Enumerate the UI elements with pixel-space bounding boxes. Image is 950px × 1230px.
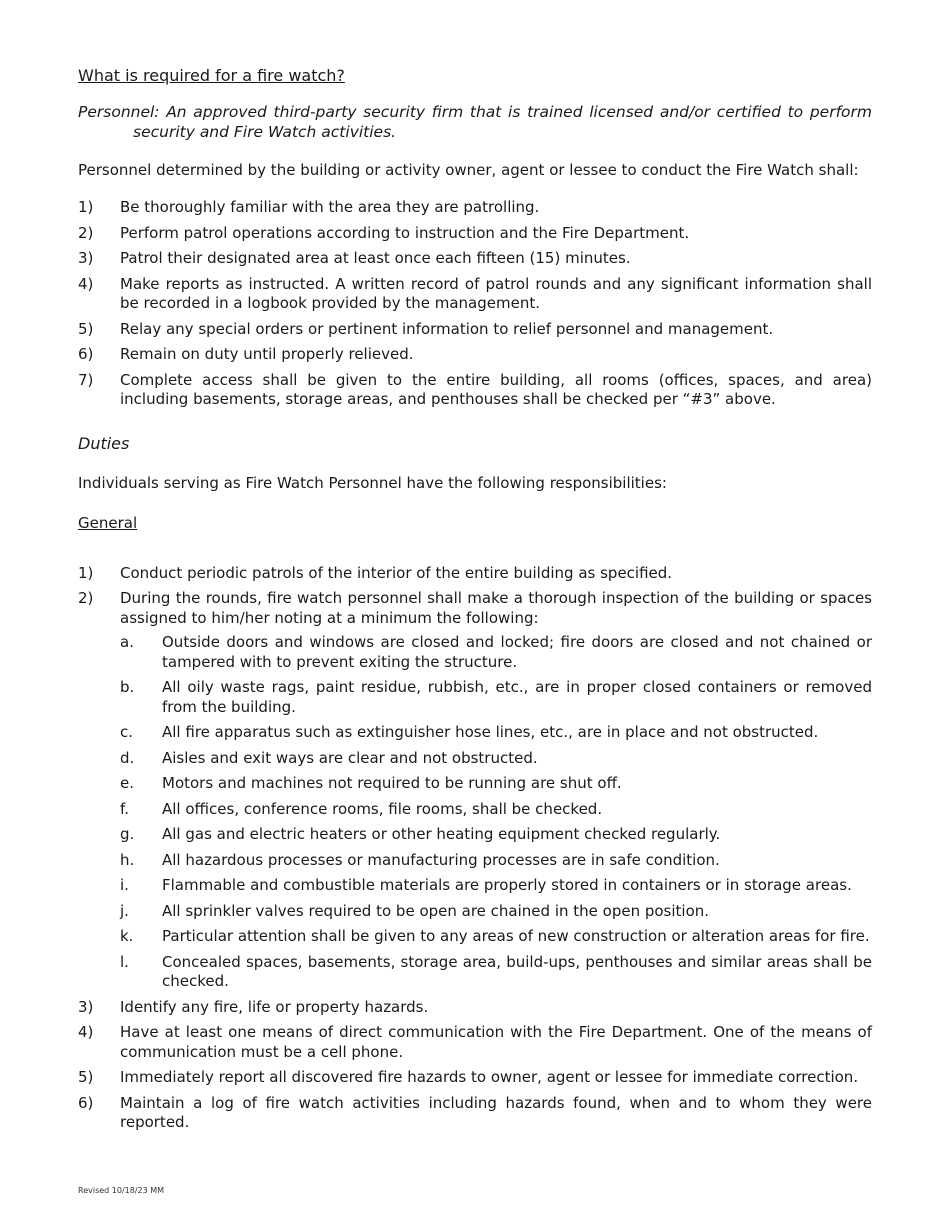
sub-list-item	[120, 902, 872, 922]
item-letter: j.	[120, 901, 129, 920]
item-number: 2)	[78, 589, 94, 607]
list-item	[78, 1068, 872, 1088]
item-text: Identify any fire, life or property hazards.	[120, 997, 429, 1016]
item-letter: f.	[120, 799, 129, 818]
duties-heading: Duties	[78, 433, 130, 453]
item-letter: i.	[120, 876, 129, 894]
item-number: 2)	[78, 223, 94, 242]
item-text: Perform patrol operations according to instruction and the Fire Department.	[120, 223, 690, 242]
item-number: 4)	[78, 274, 94, 293]
general-heading: General	[78, 513, 138, 532]
item-text: Immediately report all discovered fire hazards to owner, agent or lessee for immediate correction.	[120, 1068, 859, 1086]
item-number: 7)	[78, 370, 94, 389]
personnel-list	[78, 198, 872, 410]
list-item	[78, 198, 872, 218]
item-text: All fire apparatus such as extinguisher hose lines, etc., are in place and not obstructed.	[162, 723, 819, 741]
list-item	[78, 371, 872, 410]
item-number: 1)	[78, 198, 94, 216]
item-letter: k.	[120, 927, 134, 945]
item-number: 5)	[78, 319, 94, 338]
list-item	[78, 998, 872, 1018]
inspection-list	[120, 633, 872, 992]
list-item	[78, 564, 872, 584]
item-letter: b.	[120, 678, 135, 696]
sub-list-item	[120, 825, 872, 845]
item-letter: e.	[120, 774, 134, 792]
item-text: Motors and machines not required to be running are shut off.	[162, 774, 622, 792]
item-text: All offices, conference rooms, file rooms, shall be checked.	[162, 799, 603, 818]
sub-list-item	[120, 633, 872, 672]
list-item	[78, 589, 872, 992]
list-item	[78, 1023, 872, 1062]
item-text: All gas and electric heaters or other heating equipment checked regularly.	[162, 825, 721, 843]
list-item	[78, 320, 872, 340]
item-text: Maintain a log of fire watch activities including hazards found, when and to whom they were reported.	[120, 1093, 872, 1131]
revision-footer: Revised 10/18/23 MM	[78, 1186, 165, 1195]
sub-list-item	[120, 800, 872, 820]
list-item	[78, 275, 872, 314]
item-text: All sprinkler valves required to be open are chained in the open position.	[162, 901, 710, 920]
item-text: Relay any special orders or pertinent information to relief personnel and management.	[120, 319, 774, 338]
sub-list-item	[120, 678, 872, 717]
sub-list-item	[120, 723, 872, 743]
item-letter: l.	[120, 952, 129, 971]
personnel-intro: Personnel: An approved third-party security firm that is trained licensed and/or certified to perform security and Fire Watch activities.	[78, 103, 872, 141]
item-text: Concealed spaces, basements, storage area, build-ups, penthouses and similar areas shall be checked.	[162, 952, 872, 990]
item-text: Flammable and combustible materials are properly stored in containers or in storage areas.	[162, 876, 852, 894]
page-title: What is required for a fire watch?	[78, 66, 345, 85]
sub-list-item	[120, 851, 872, 871]
item-number: 5)	[78, 1068, 94, 1086]
sub-list-item	[120, 774, 872, 794]
item-letter: g.	[120, 825, 135, 843]
item-text: Remain on duty until properly relieved.	[120, 345, 414, 363]
item-letter: c.	[120, 723, 134, 741]
personnel-lead: Personnel determined by the building or activity owner, agent or lessee to conduct the Fire Watch shall:	[78, 161, 859, 179]
sub-list-item	[120, 953, 872, 992]
item-text: Be thoroughly familiar with the area they are patrolling.	[120, 198, 540, 216]
item-text: All hazardous processes or manufacturing processes are in safe condition.	[162, 850, 720, 869]
item-text: Patrol their designated area at least once each fifteen (15) minutes.	[120, 249, 631, 267]
item-text: Complete access shall be given to the entire building, all rooms (offices, spaces, and area) including basements, storage areas, and penthouses shall be checked per “#3” above.	[120, 370, 872, 408]
item-number: 4)	[78, 1023, 94, 1041]
item-text: Aisles and exit ways are clear and not obstructed.	[162, 748, 538, 767]
item-number: 6)	[78, 345, 94, 363]
item-letter: d.	[120, 748, 135, 767]
list-item	[78, 224, 872, 244]
list-item	[78, 1094, 872, 1133]
item-number: 1)	[78, 563, 94, 582]
general-list	[78, 564, 872, 1133]
list-item	[78, 345, 872, 365]
item-text: Make reports as instructed. A written record of patrol rounds and any significant information shall be recorded in a logbook provided by the management.	[120, 274, 872, 312]
sub-list-item	[120, 927, 872, 947]
item-number: 3)	[78, 997, 94, 1016]
item-text: During the rounds, fire watch personnel shall make a thorough inspection of the building or spaces assigned to him/her noting at a minimum the following:	[120, 589, 872, 627]
item-text: Outside doors and windows are closed and locked; fire doors are closed and not chained or tampered with to prevent exiting the structure.	[162, 633, 872, 671]
item-number: 3)	[78, 249, 94, 267]
item-letter: h.	[120, 850, 135, 869]
sub-list-item	[120, 876, 872, 896]
document-page	[78, 66, 872, 1133]
sub-list-item	[120, 749, 872, 769]
item-letter: a.	[120, 633, 134, 651]
item-text: Particular attention shall be given to any areas of new construction or alteration areas for fire.	[162, 927, 870, 945]
item-number: 6)	[78, 1093, 94, 1112]
duties-lead: Individuals serving as Fire Watch Personnel have the following responsibilities:	[78, 473, 667, 492]
item-text: Conduct periodic patrols of the interior of the entire building as specified.	[120, 563, 673, 582]
item-text: Have at least one means of direct communication with the Fire Department. One of the means of communication must be a cell phone.	[120, 1023, 872, 1061]
item-text: All oily waste rags, paint residue, rubbish, etc., are in proper closed containers or removed from the building.	[162, 678, 872, 716]
list-item	[78, 249, 872, 269]
